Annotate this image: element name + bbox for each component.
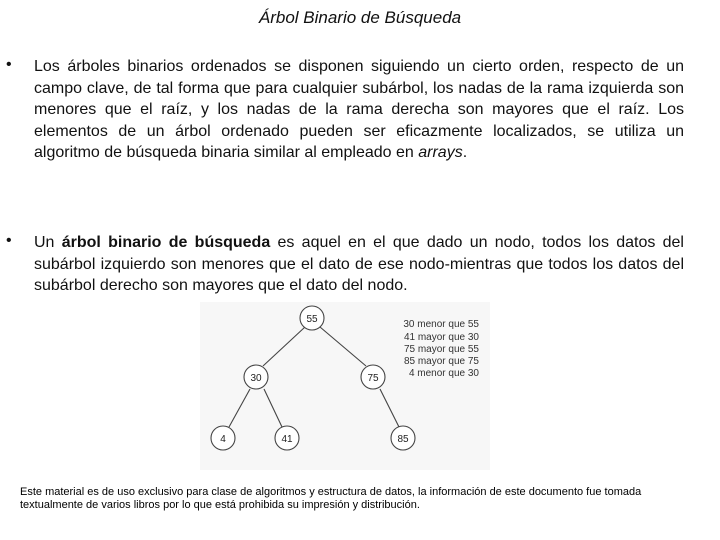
bullet-marker: • [6, 56, 12, 73]
page-title: Árbol Binario de Búsqueda [258, 8, 462, 27]
paragraph-bst-rest: es aquel en el que dado un nodo, todos los datos del subárbol izquierdo son menores que el dato de ese nodo-mientras que todos los datos del subárbol derecho son mayores que el dato del nodo. [34, 234, 684, 294]
paragraph-ordered-trees-text: Los árboles binarios ordenados se disponen siguiendo un cierto orden, respecto de un campo clave, de tal forma que para cualquier subárbol, los nadas de la rama izquierda son menores que el raíz, y los nadas de la rama derecha son mayores que el raíz. Los elementos de un árbol ordenado pueden ser eficazmente localizados, se utiliza un algoritmo de búsqueda binaria similar al empleado en [34, 58, 684, 161]
node-label: 85 [397, 434, 409, 445]
node-label: 55 [306, 314, 318, 325]
node-label: 75 [367, 373, 379, 384]
tree-node-85 [391, 426, 415, 450]
comparison-line: 75 mayor que 55 [403, 344, 479, 355]
tree-node-4 [211, 426, 235, 450]
comparison-line: 30 menor que 55 [403, 319, 479, 330]
bst-diagram [200, 302, 490, 470]
paragraph-ordered-trees [34, 56, 684, 164]
node-label: 41 [281, 434, 293, 445]
tree-node-41 [275, 426, 299, 450]
paragraph-ordered-trees-end: . [462, 144, 468, 161]
comparison-line: 41 mayor que 30 [403, 332, 479, 343]
paragraph-ordered-trees-italic: arrays [418, 144, 463, 161]
comparison-line: 85 mayor que 75 [403, 356, 479, 367]
tree-node-75 [361, 365, 385, 389]
paragraph-bst-definition [34, 232, 684, 297]
paragraph-bst-start: Un [34, 234, 62, 251]
tree-node-30 [244, 365, 268, 389]
node-label: 4 [220, 434, 226, 445]
node-label: 30 [250, 373, 262, 384]
comparison-line: 4 menor que 30 [408, 368, 479, 379]
comparison-list [403, 319, 479, 379]
footer-disclaimer: Este material es de uso exclusivo para clase de algoritmos y estructura de datos, la información de este documento fue tomada textualmente de varios libros por lo que está prohibida su impresión y distribución. [20, 486, 642, 511]
tree-node-55 [300, 306, 324, 330]
paragraph-bst-bold: árbol binario de búsqueda [61, 234, 271, 251]
bullet-marker: • [6, 232, 12, 249]
